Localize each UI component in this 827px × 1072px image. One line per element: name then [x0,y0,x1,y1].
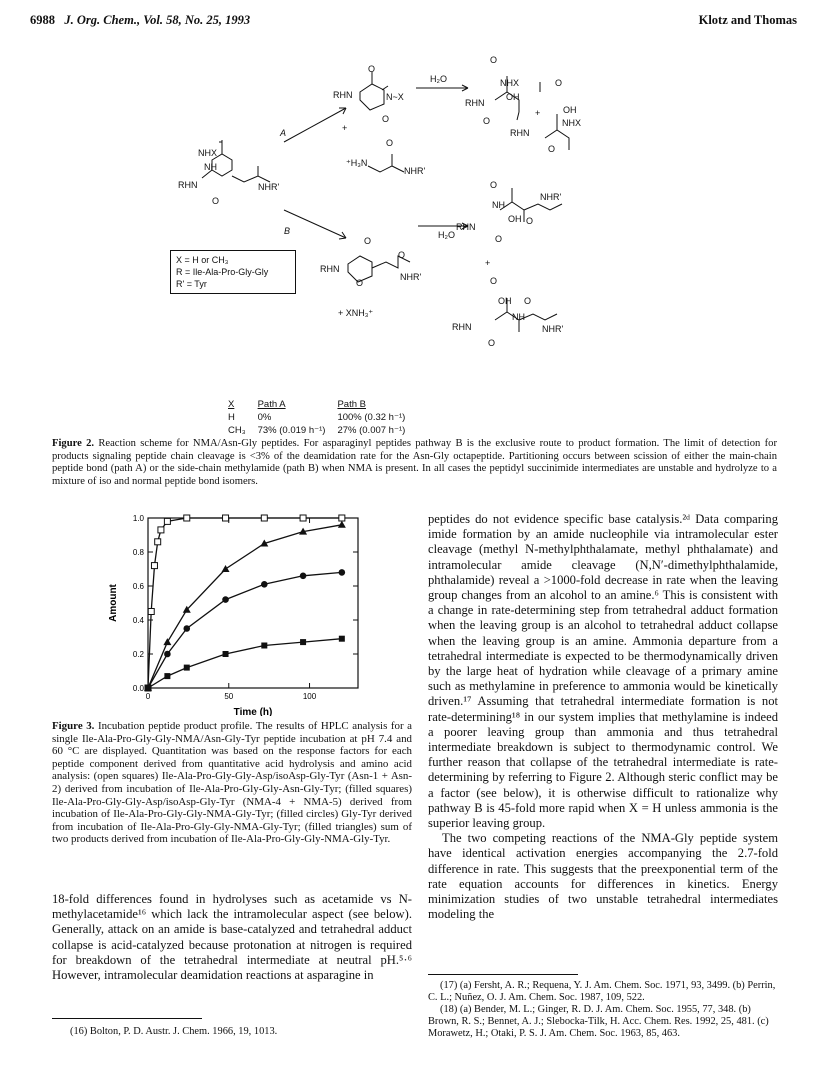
data-point-open-square [155,539,161,545]
data-point-filled-square [300,639,306,645]
carbonyl-o-label-9: O [364,236,372,246]
rhn-label-4: RHN [178,180,198,190]
data-point-filled-circle [261,581,268,588]
data-point-filled-circle [222,596,229,603]
nhx-label-2: NHX [562,118,582,128]
nh-label-3: NH [512,312,525,322]
x-tick-label: 0 [145,692,151,701]
series-line-open-square [148,518,342,688]
page-number: 6988 [30,13,55,27]
table-cell: 100% (0.32 h⁻¹) [337,412,406,423]
nhr-label-5: NHR' [542,324,564,334]
scheme-legend [170,250,296,294]
xnh3-label: + XNH₃⁺ [338,308,374,318]
data-point-open-square [223,515,229,521]
nhr-label-2: NHR' [258,182,280,192]
table-cell: 27% (0.007 h⁻¹) [337,425,406,436]
table-cell: 73% (0.019 h⁻¹) [257,425,326,436]
water-label-2: H₂O [438,230,455,240]
h3n-label: ⁺H₃N [346,158,368,168]
path-a-label: A [280,128,287,138]
legend-r-prime: R' = Tyr [176,279,207,289]
left-column-text: 18-fold differences found in hydrolyses such as acetamide vs N-methylacetamide¹⁶ which lack the intramolecular aspect (see below). Generally, attack on an amide is base-catalyzed and tetrahedral adduct collapse is acid-catalyzed because protonation at nitrogen is required for breakdown of the tetrahedral intermediate at neutral pH.⁵·⁶ However, intramolecular deamidation reactions at asparagine in [52,892,412,983]
oh-label-4: OH [498,296,512,306]
journal-citation: J. Org. Chem., Vol. 58, No. 25, 1993 [64,13,251,27]
water-label-1: H₂O [430,74,447,84]
reaction-scheme-drawing [150,50,710,350]
carbonyl-o-label-8: O [212,196,220,206]
data-point-open-square [148,609,154,615]
y-tick-label: 0.2 [132,650,144,659]
carbonyl-o-label-11: O [398,250,406,260]
data-point-filled-triangle [222,565,230,572]
nh-label-1: NH [204,162,217,172]
carbonyl-o-label-13: O [526,216,534,226]
nhr-label-1: NHR' [404,166,426,176]
data-point-filled-square [164,673,170,679]
y-tick-label: 0.6 [132,582,144,591]
nhx-label-3: NHX [198,148,218,158]
path-a-arrow [284,108,346,142]
carbonyl-o-label-2: O [382,114,390,124]
footnote-18: (18) (a) Bender, M. L.; Ginger, R. D. J. Am. Chem. Soc. 1955, 77, 348. (b) Brown, R. S.; Bennet, A. J.; Slebocka-Tilk, H. Acc. Chem. Res. 1992, 25, 481. (c) Morawetz, H.; Otaki, P. S. J. Am. Chem. Soc. 1963, 85, 463. [428,1004,769,1039]
right-paragraph-1: peptides do not evidence specific base catalysis.²ᵈ Data comparing imide formation by an amide nucleophile via intramolecular ester cleavage (methyl N-methylphthalamate, methyl phthalamate) and intramolecular amide cleavage (N,N′-dimethylphthalamide, phthalamide) reveal a >1000-fold decrease in rate when the leaving group changes from an alcohol to an amine.⁶ This is consistent with a change in rate-determining step from tetrahedral adduct formation when the leaving group is an alcohol to tetrahedral adduct collapse when the leaving group is an amine. Ammonia departure from a tetrahedral intermediate is expected to be thermodynamically driven by the large heat of hydration while cleavage of a primary amine such as methylamine in preference to ammonia would be kinetically driven.¹⁷ Assuming that tetrahedral intermediate formation is not rate-determining¹⁸ in our system implies that methylamine is indeed a poorer leaving group than ammonia and thus tetrahedral intermediate breakdown is subject to thermodynamic control. We further reason that collapse of the tetrahedral intermediate is rate-determining by referring to Figure 2. Although steric conflict may be a factor (see below), it is otherwise difficult to rationalize why pathway B is 45-fold more rapid when X = H unless ammonia is the superior leaving group. [428,512,778,831]
carbonyl-o-label-10: O [356,278,364,288]
carbonyl-o-label-5: O [483,116,491,126]
data-point-filled-square [223,651,229,657]
rhn-label-7: RHN [452,322,472,332]
table-cell: 0% [257,412,272,423]
footnote-16: (16) Bolton, P. D. Austr. J. Chem. 1966, 19, 1013. [70,1026,278,1037]
legend-r: R = Ile-Ala-Pro-Gly-Gly [176,267,269,277]
plus-label-3: + [485,258,491,268]
oh-label-2: OH [563,105,577,115]
carbonyl-o-label-16: O [524,296,532,306]
rate-table-header-path-b: Path B [337,399,366,410]
y-tick-label: 0.0 [132,684,144,693]
plus-label-1: + [342,123,348,133]
table-row [222,411,411,424]
figure-2-text: Reaction scheme for NMA/Asn-Gly peptides. For asparaginyl peptides pathway B is the exclusive route to product formation. The limit of detection for products signaling peptide chain cleavage is <3% of the deamidation rate for the Asn-Gly octapeptide. Partitioning occurs between scission of either the main-chain peptide bond (path A) or the side-chain methylamide (path B) when NMA is present. In all cases the peptidyl succinimide intermediates are unstable and hydrolyze to a mixture of iso and normal peptide bond isomers. [52,438,777,487]
footnote-rule-right [428,974,578,975]
plus-label-2: + [535,108,541,118]
table-cell: CH₃ [228,425,246,436]
data-point-open-square [300,515,306,521]
carbonyl-o-label-3: O [386,138,394,148]
figure-3-text: Incubation peptide product profile. The results of HPLC analysis for a single Ile-Ala-Pro-Gly-Gly-NMA/Asn-Gly-Tyr peptide incubation at pH 7.4 and 60 °C are displayed. Quantitation was based on the response factors for each peptide component derived from quantitative acid hydrolysis and amino acid analysis: (open squares) Ile-Ala-Pro-Gly-Gly-Asp/isoAsp-Gly-Tyr (Asn-1 + Asn-2) derived from incubation of Ile-Ala-Pro-Gly-Gly-Asn-Gly-Tyr; (filled squares) Ile-Ala-Pro-Gly-Gly-Asp/isoAsp-Gly-Tyr (NMA-4 + NMA-5) derived from incubation of Ile-Ala-Pro-Gly-Gly-NMA-Gly-Tyr; (filled circles) Gly-Tyr derived from incubation of Ile-Ala-Pro-Gly-Gly-NMA-Gly-Tyr; (filled triangles) sum of two products derived from incubation of Ile-Ala-Pro-Gly-Gly-NMA-Gly-Tyr. [52,720,412,846]
data-point-filled-triangle [163,638,171,645]
data-point-filled-square [184,665,190,671]
data-point-open-square [261,515,267,521]
succinimide-ring-bond [360,84,384,110]
carbonyl-o-label-14: O [495,234,503,244]
rate-table-header-x: X [228,399,235,410]
path-rate-table [222,398,411,437]
series-line-filled-triangle [148,525,342,688]
x-axis-label: Time (h) [233,707,273,716]
data-point-open-square [339,515,345,521]
data-point-filled-square [339,636,345,642]
data-point-open-square [151,563,157,569]
nhr-label-4: NHR' [540,192,562,202]
data-point-filled-square [261,643,267,649]
reaction-scheme [150,50,710,350]
rhn-label-3: RHN [510,128,530,138]
rhn-label-1: RHN [333,90,353,100]
carbonyl-o-label-17: O [488,338,496,348]
x-tick-label: 100 [302,692,317,701]
y-tick-label: 0.4 [132,616,144,625]
path-b-label: B [284,226,291,236]
data-point-open-square [184,515,190,521]
carbonyl-o-label-12: O [490,180,498,190]
nhr-label-3: NHR' [400,272,422,282]
data-point-filled-triangle [338,521,346,528]
footnotes-right [428,980,778,1040]
footnote-rule-left [52,1018,202,1019]
table-cell: H [228,412,235,423]
figure-3-label: Figure 3. [52,720,95,732]
footnote-17: (17) (a) Fersht, A. R.; Requena, Y. J. Am. Chem. Soc. 1971, 93, 3499. (b) Perrin, C. L.; Nuñez, O. J. Am. Chem. Soc. 1987, 109, 522. [428,980,776,1003]
series-line-filled-circle [148,572,342,688]
right-paragraph-2: The two competing reactions of the NMA-Gly peptide system have identical activation energies accompanying the 2.7-fold difference in rate. This suggests that the preexponential term of the rate equation accounts for differences in kinetics. Energy minimization studies of two unstable tetrahedral intermediates modeling the [428,831,778,922]
y-tick-label: 1.0 [132,514,144,523]
x-tick-label: 50 [224,692,234,701]
rate-table-header-path-a: Path A [257,399,286,410]
figure-2-label: Figure 2. [52,438,95,449]
oh-label-3: OH [508,214,522,224]
n-x-label: N~X [386,92,404,102]
carbonyl-o-label-7: O [548,144,556,154]
right-column-text [428,512,778,922]
carbonyl-o-label-6: O [555,78,563,88]
rhn-label-6: RHN [456,222,476,232]
data-point-filled-square [145,685,151,691]
nh-label-2: NH [492,200,505,210]
nhx-label-1: NHX [500,78,520,88]
product-profile-chart [100,508,370,716]
oh-label-1: OH [506,92,520,102]
legend-x: X = H or CH₃ [176,255,229,265]
series-line-filled-square [148,639,342,688]
data-point-filled-circle [183,625,190,632]
figure-3-caption [52,720,412,846]
y-tick-label: 0.8 [132,548,144,557]
path-b-arrow [284,210,346,238]
carbonyl-o-label-4: O [490,55,498,65]
carbonyl-o-label-15: O [490,276,498,286]
y-axis-label: Amount [108,584,119,622]
figure-2-caption [52,438,777,488]
data-point-open-square [158,527,164,533]
data-point-filled-circle [164,651,171,658]
carbonyl-o-label-1: O [368,64,376,74]
page-header [30,13,250,28]
rhn-label-5: RHN [320,264,340,274]
table-row [222,424,411,437]
data-point-open-square [164,518,170,524]
plot-frame [148,518,358,688]
running-authors: Klotz and Thomas [698,13,797,27]
figure-3-chart [100,508,370,716]
data-point-filled-circle [300,573,307,580]
rhn-label-2: RHN [465,98,485,108]
data-point-filled-circle [339,569,346,576]
